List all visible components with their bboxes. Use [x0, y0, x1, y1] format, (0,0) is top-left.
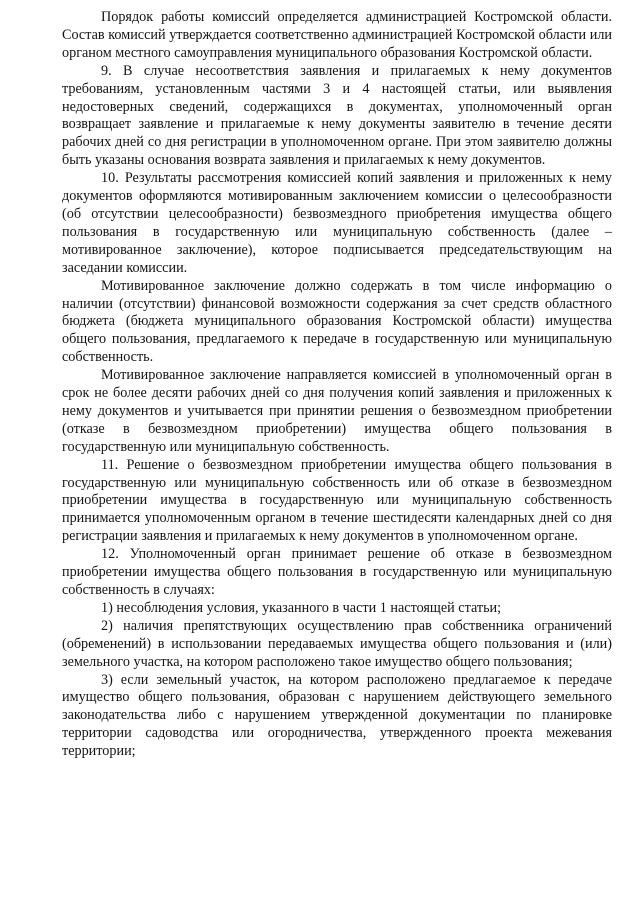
- paragraph-conclusion-delivery: Мотивированное заключение направляется комиссией в уполномоченный орган в срок не более десяти рабочих дней со дня получения копий заявления и приложенных к нему документов и учитывается при принятии решения о безвозмездном приобретении (отказе в безвозмездном приобретении) имущества общего пользования в государственную или муниципальную собственность.: [62, 367, 612, 455]
- list-item-2: 2) наличия препятствующих осуществлению прав собственника ограничений (обременений) в использовании передаваемых имущества общего пользования и (или) земельного участка, на котором расположено такое имущество общего пользования;: [62, 617, 612, 670]
- list-item-1: 1) несоблюдения условия, указанного в части 1 настоящей статьи;: [101, 599, 502, 616]
- paragraph-10: 10. Результаты рассмотрения комиссией копий заявления и приложенных к нему документов оформляются мотивированным заключением комиссии о целесообразности (об отсутствии целесообразности) безвозмездного приобретения имущества общего пользования в государственную или муниципальную собственность (далее – мотивированное заключение), которое подписывается председательствующим на заседании комиссии.: [62, 170, 612, 276]
- list-item-3: 3) если земельный участок, на котором расположено предлагаемое к передаче имущество общего пользования, образован с нарушением действующего земельного законодательства либо с нарушением утвержденной документации по планировке территории садоводства или огородничества, утвержденного проекта межевания территории;: [62, 671, 612, 760]
- paragraph-conclusion-content: Мотивированное заключение должно содержать в том числе информацию о наличии (отсутствии) финансовой возможности содержания за счет средств областного бюджета (бюджета муниципального образования Костромской области) имущества общего пользования, предлагаемого к передаче в государственную или муниципальную собственность.: [62, 277, 612, 366]
- paragraph-9: 9. В случае несоответствия заявления и прилагаемых к нему документов требованиям, установленным частями 3 и 4 настоящей статьи, или выявления недостоверных сведений, содержащихся в документах, уполномоченный орган возвращает заявление и прилагаемые к нему документы заявителю в течение десяти рабочих дней со дня регистрации в уполномоченном органе. При этом заявителю должны быть указаны основания возврата заявления и прилагаемых к нему документов.: [62, 62, 612, 169]
- paragraph-12: 12. Уполномоченный орган принимает решение об отказе в безвозмездном приобретении имущества общего пользования в государственную или муниципальную собственность в случаях:: [62, 546, 612, 598]
- paragraph-commission-procedure: Порядок работы комиссий определяется администрацией Костромской области. Состав комиссий утверждается соответственно администрацией Костромской области или органом местного самоуправления муниципального образования Костромской области.: [62, 9, 612, 61]
- paragraph-11: 11. Решение о безвозмездном приобретении имущества общего пользования в государственную или муниципальную собственность или об отказе в безвозмездном приобретении имущества в государственную или муниципальную собственность принимается уполномоченным органом в течение шестидесяти календарных дней со дня регистрации заявления и прилагаемых к нему документов в уполномоченном органе.: [62, 456, 612, 545]
